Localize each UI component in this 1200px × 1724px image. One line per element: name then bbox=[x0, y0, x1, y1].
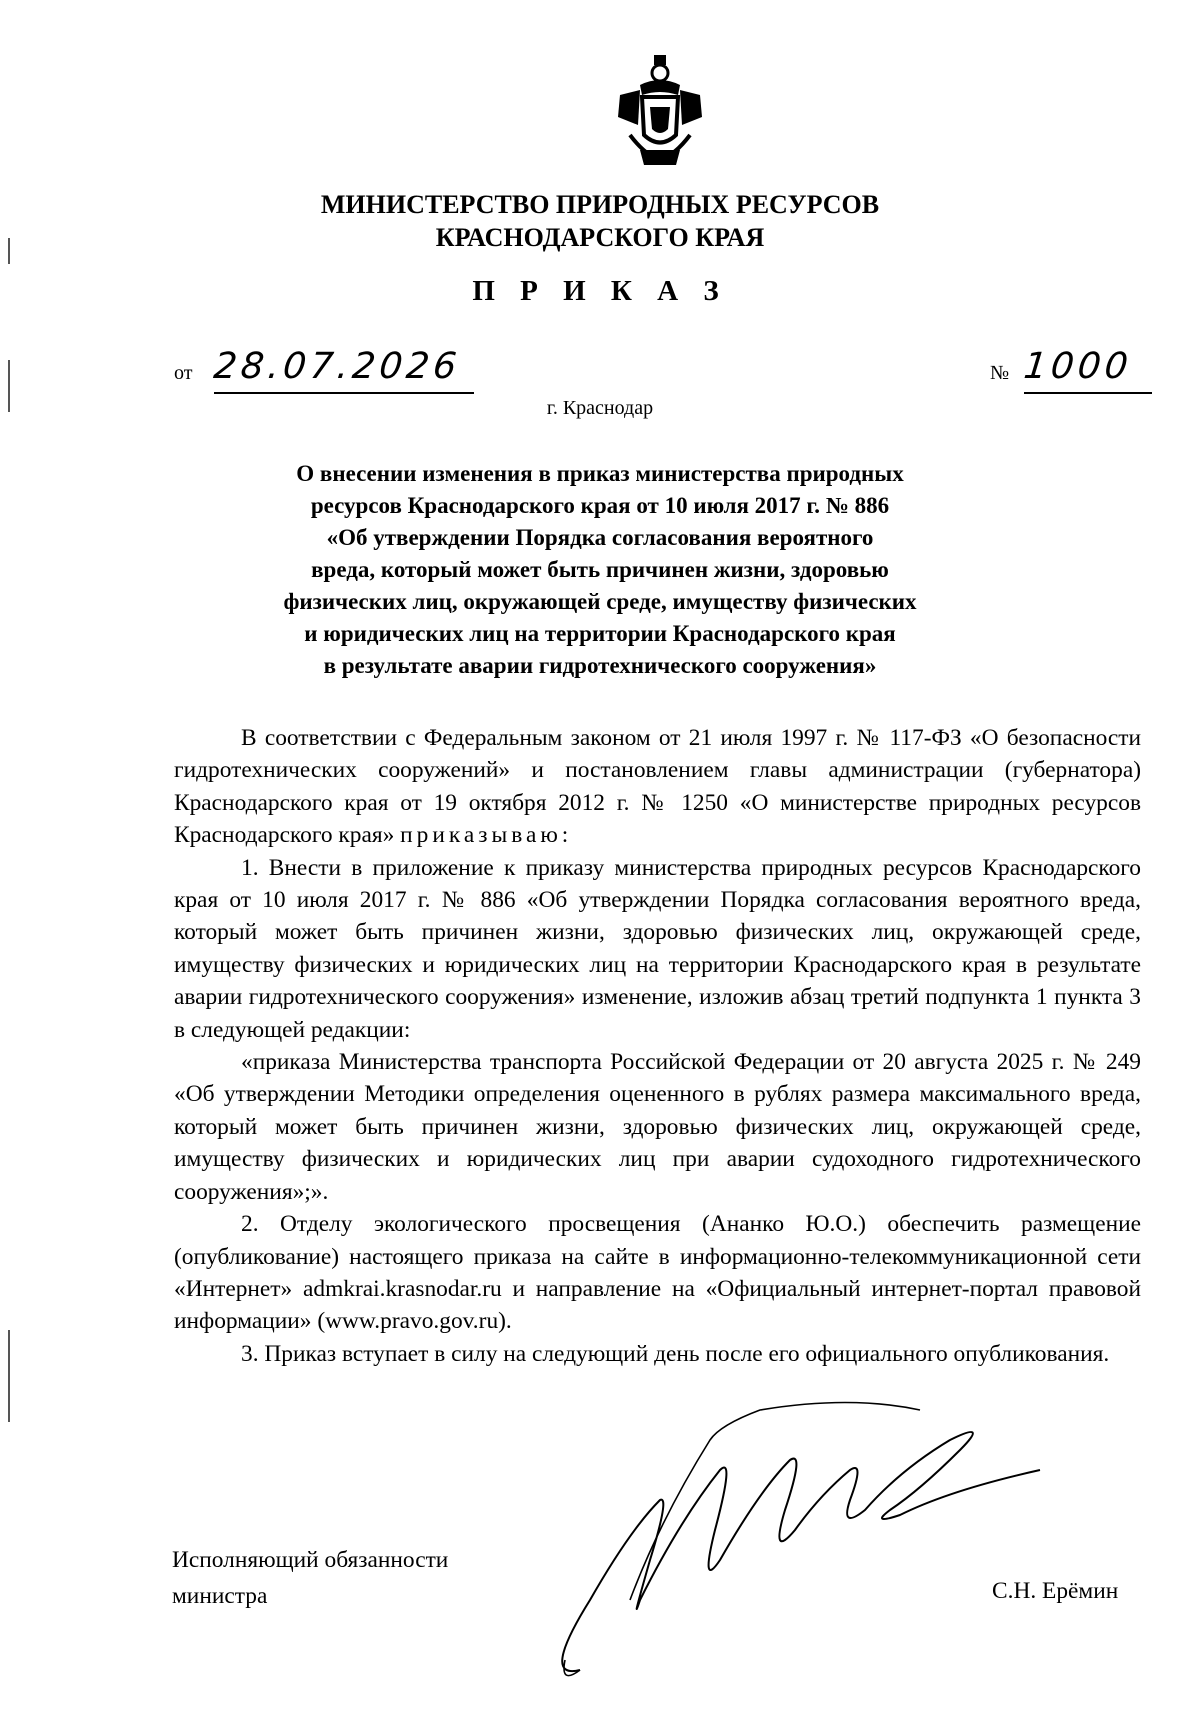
title-line: и юридических лиц на территории Краснодарского края bbox=[304, 621, 896, 646]
signatory-position bbox=[172, 1542, 448, 1614]
document-date-value: 28.07.2026 bbox=[211, 346, 463, 387]
document-date bbox=[211, 346, 474, 394]
position-line-2: министра bbox=[172, 1583, 268, 1609]
ministry-line-2: КРАСНОДАРСКОГО КРАЯ bbox=[435, 223, 765, 252]
item-1-paragraph: 1. Внести в приложение к приказу министерства природных ресурсов Краснодарского края от 10 июля 2017 г. № 886 «Об утверждении Порядка согласования вероятного вреда, который может быть причинен жизни, здоровью физических лиц, окружающей среде, имуществу физических и юридических лиц на территории Краснодарского края в результате аварии гидротехнического сооружения» изменение, изложив абзац третий подпункта 1 пункта 3 в следующей редакции: bbox=[174, 854, 1141, 1043]
quote-paragraph: «приказа Министерства транспорта Российской Федерации от 20 августа 2025 г. № 249 «Об утверждении Методики определения оцененного в рублях размера максимального вреда, который может быть причинен жизни, здоровью физических лиц, окружающей среде, имуществу физических и юридических лиц при аварии судоходного гидротехнического сооружения»;». bbox=[174, 1049, 1141, 1205]
document-type: П Р И К А З bbox=[472, 275, 728, 307]
scan-edge-mark bbox=[8, 1330, 10, 1422]
date-number-row bbox=[174, 346, 1159, 396]
item-3-paragraph: 3. Приказ вступает в силу на следующий день после его официального опубликования. bbox=[241, 1340, 1110, 1367]
title-line: в результате аварии гидротехнического сооружения» bbox=[323, 653, 877, 678]
item-2-paragraph: 2. Отделу экологического просвещения (Ананко Ю.О.) обеспечить размещение (опубликование) настоящего приказа на сайте в информационно-телекоммуникационной сети «Интернет» admkrai.krasnodar.ru и направление на «Официальный интернет-портал правовой информации» (www.pravo.gov.ru). bbox=[174, 1211, 1141, 1335]
handwritten-signature bbox=[520, 1400, 1080, 1690]
ministry-line-1: МИНИСТЕРСТВО ПРИРОДНЫХ РЕСУРСОВ bbox=[320, 190, 880, 219]
title-line: вреда, который может быть причинен жизни, здоровью bbox=[311, 557, 889, 582]
preamble-text: В соответствии с Федеральным законом от 21 июля 1997 г. № 117-ФЗ «О безопасности гидротехнических сооружений» и постановлением главы администрации (губернатора) Краснодарского края от 19 октября 2012 г. № 1250 «О министерстве природных ресурсов Краснодарского края» bbox=[174, 725, 1141, 849]
coat-of-arms-icon bbox=[610, 55, 710, 170]
title-line: «Об утверждении Порядка согласования вероятного bbox=[326, 525, 874, 550]
preamble-paragraph bbox=[174, 722, 1141, 852]
document-body bbox=[174, 722, 1141, 1370]
order-word: приказываю: bbox=[400, 822, 573, 849]
signatory-name: С.Н. Ерёмин bbox=[992, 1578, 1119, 1604]
document-number bbox=[1021, 346, 1152, 394]
position-line-1: Исполняющий обязанности bbox=[172, 1547, 449, 1573]
document-title bbox=[0, 458, 1200, 682]
ministry-name bbox=[0, 188, 1200, 254]
title-line: физических лиц, окружающей среде, имуществу физических bbox=[283, 589, 917, 614]
title-line: О внесении изменения в приказ министерства природных bbox=[296, 461, 904, 486]
date-prefix: от bbox=[174, 362, 193, 384]
title-line: ресурсов Краснодарского края от 10 июля 2017 г. № 886 bbox=[310, 493, 890, 518]
document-number-value: 1000 bbox=[1021, 346, 1134, 387]
number-prefix: № bbox=[990, 362, 1010, 384]
city: г. Краснодар bbox=[546, 397, 654, 419]
